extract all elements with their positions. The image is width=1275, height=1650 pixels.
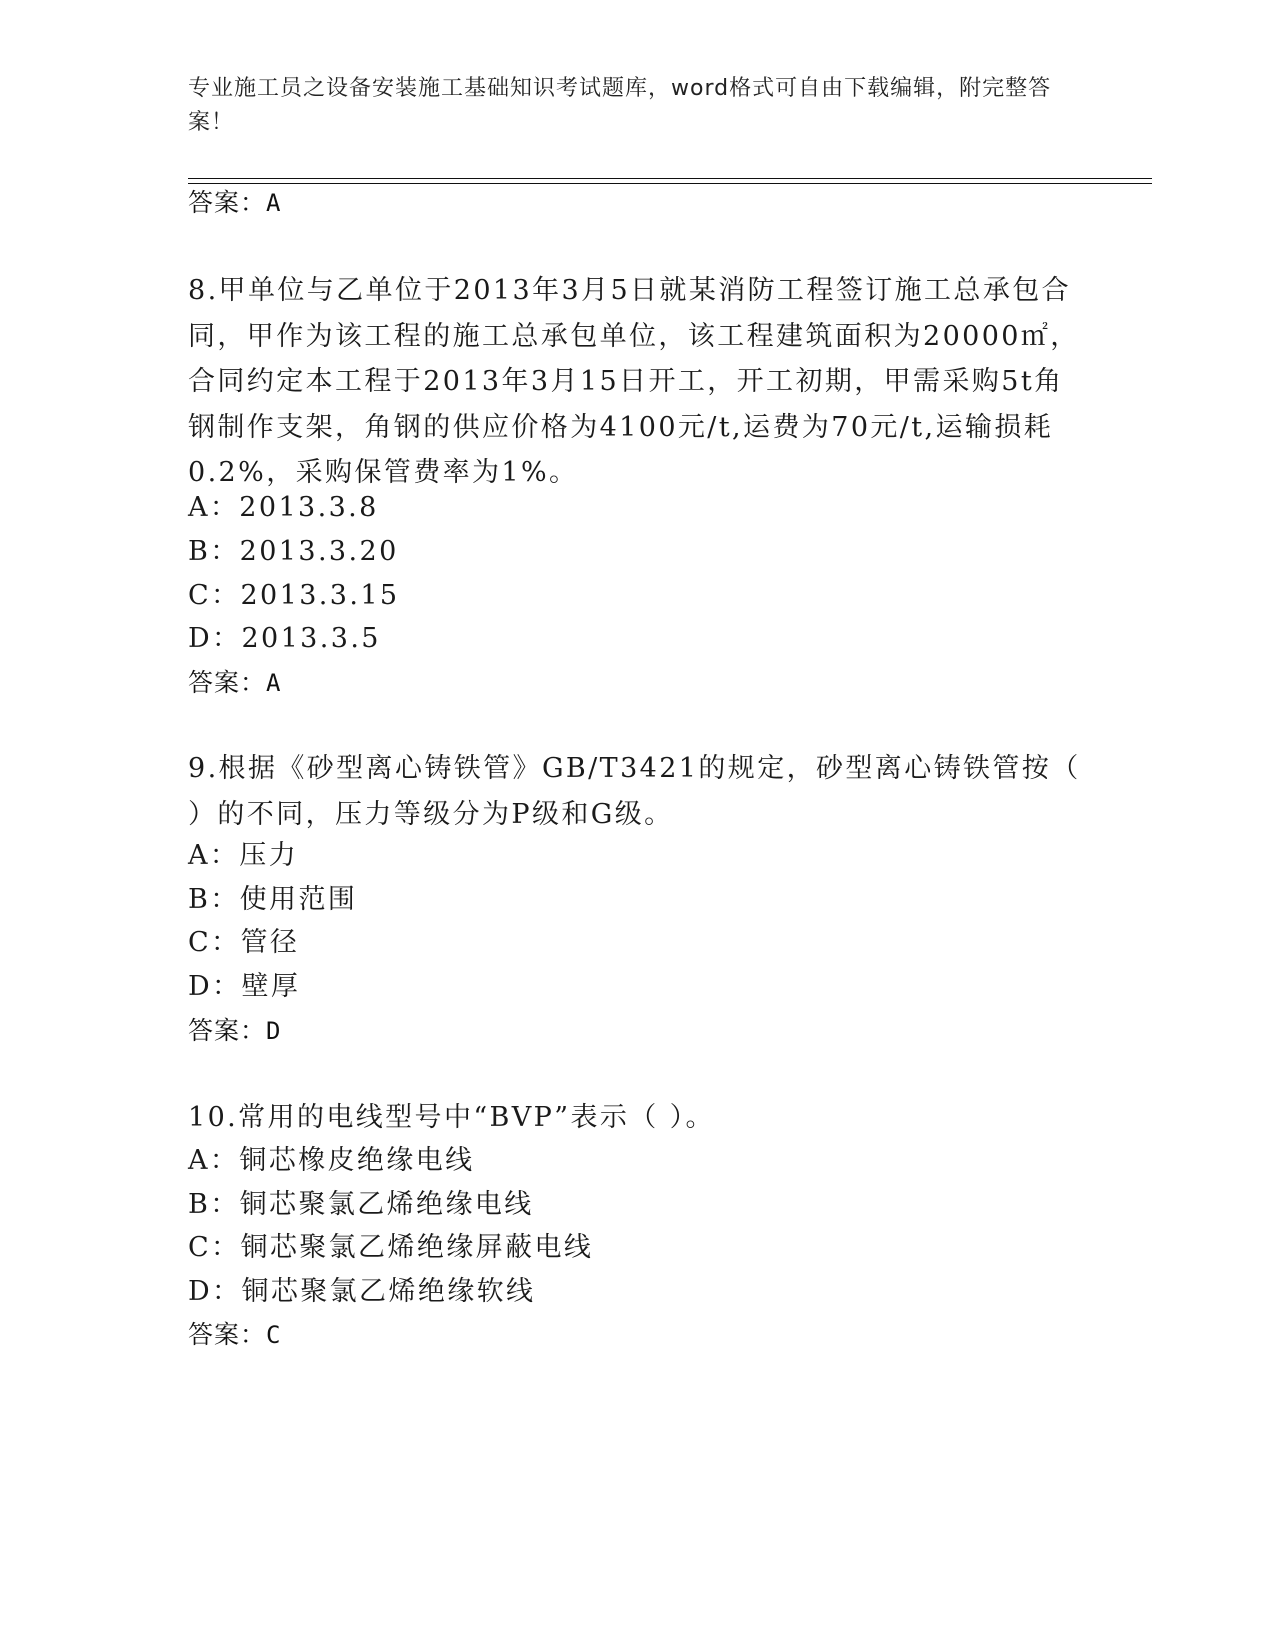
question-9-option-a: A：压力 xyxy=(188,840,299,871)
header-divider-bottom xyxy=(188,183,1152,184)
answer-line xyxy=(188,186,281,220)
question-8-answer xyxy=(188,666,281,700)
question-10-option-b: B：铜芯聚氯乙烯绝缘电线 xyxy=(188,1189,534,1220)
question-9-answer xyxy=(188,1014,281,1048)
answer-value: D xyxy=(266,1017,282,1045)
question-8-option-a: A：2013.3.8 xyxy=(188,492,379,523)
question-8-option-b: B：2013.3.20 xyxy=(188,536,399,567)
answer-label: 答案： xyxy=(188,1320,267,1349)
question-10-stem: 10.常用的电线型号中“BVP”表示（ ）。 xyxy=(188,1102,715,1133)
answer-label: 答案： xyxy=(188,188,267,217)
question-8-option-d: D：2013.3.5 xyxy=(188,623,381,654)
question-9-option-b: B：使用范围 xyxy=(188,884,358,915)
question-9-stem: 9.根据《砂型离心铸铁管》GB/T3421的规定，砂型离心铸铁管按（ ）的不同，压力等级分为P级和G级。 xyxy=(188,753,1092,830)
question-10-option-a: A：铜芯橡皮绝缘电线 xyxy=(188,1145,475,1176)
question-8-stem: 8.甲单位与乙单位于2013年3月5日就某消防工程签订施工总承包合同，甲作为该工程的施工总承包单位，该工程建筑面积为20000㎡，合同约定本工程于2013年3月15日开工，开工初期，甲需采购5t角钢制作支架，角钢的供应价格为4100元/t,运费为70元/t,运输损耗0.2%，采购保管费率为1%。 xyxy=(188,275,1080,488)
answer-value: A xyxy=(266,189,282,217)
header-divider-top xyxy=(188,178,1152,179)
question-10-answer xyxy=(188,1318,281,1352)
answer-label: 答案： xyxy=(188,1016,267,1045)
answer-label: 答案： xyxy=(188,668,267,697)
question-9-option-d: D：壁厚 xyxy=(188,971,301,1002)
document-header: 专业施工员之设备安装施工基础知识考试题库，word格式可自由下载编辑，附完整答案！ xyxy=(188,76,1052,135)
question-10-option-d: D：铜芯聚氯乙烯绝缘软线 xyxy=(188,1276,536,1307)
answer-value: C xyxy=(266,1321,282,1349)
question-8-option-c: C：2013.3.15 xyxy=(188,580,400,611)
question-10-option-c: C：铜芯聚氯乙烯绝缘屏蔽电线 xyxy=(188,1232,594,1263)
question-9-option-c: C：管径 xyxy=(188,927,300,958)
answer-value: A xyxy=(266,669,282,697)
